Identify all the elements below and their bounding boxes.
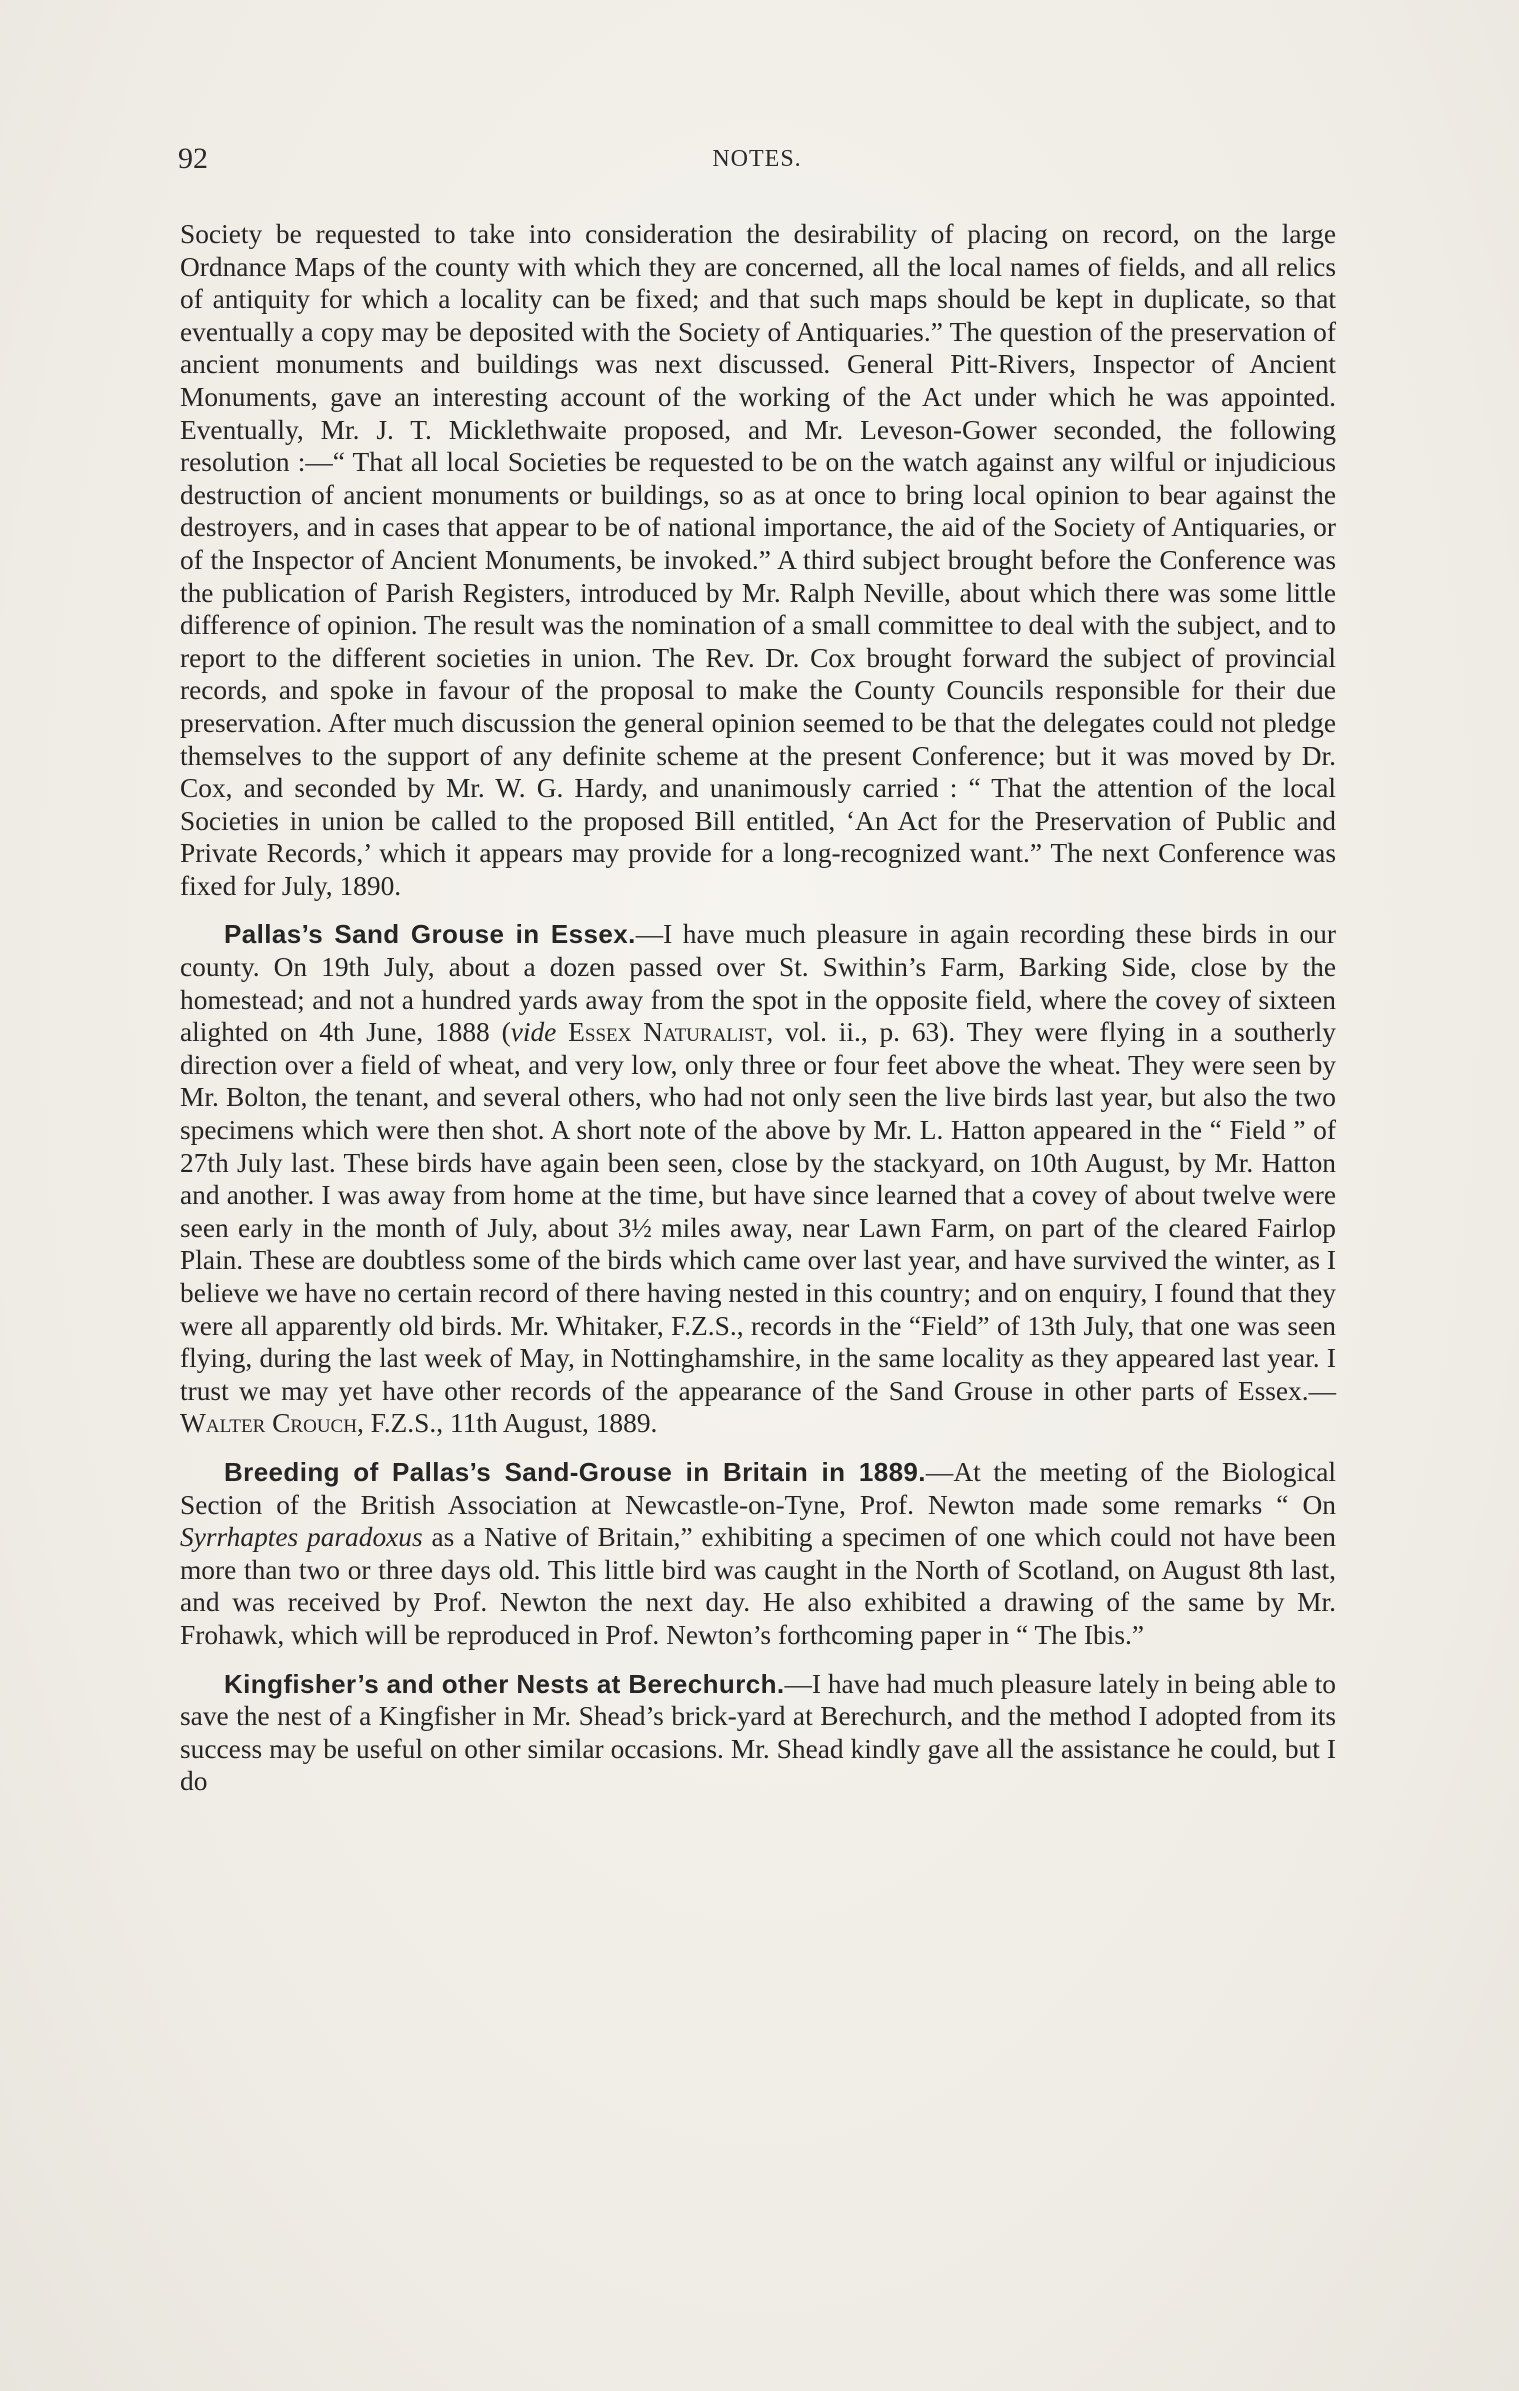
note-title: Pallas’s Sand Grouse in Essex. [224,919,636,950]
page-number: 92 [178,142,208,175]
note-text: —I have much pleasure in again recording these birds in our county. On 19th July, about a dozen passed over St. Swithin’s Farm, Barking Side, close by the homestead; and not a hundred yards away from the spot in the opposite field, where the covey of sixteen alighted on 4th June, 1888 ( [180,919,1336,1048]
note-text: —I have had much pleasure lately in being able to save the nest of a Kingfisher in Mr. Shead’s brick-yard at Berechurch, and the method I adopted from its success may be useful on other similar occasions. Mr. Shead kindly gave all the assistance he could, but I do [180,1668,1336,1797]
note-text: —At the meeting of the Biological Section of the British Association at Newcastle-on-Tyne, Prof. Newton made some remarks “ On [180,1456,1337,1520]
note-text: as a Native of Britain,” exhibiting a specimen of one which could not have been more than two or three days old. This little bird was caught in the North of Scotland, on August 8th last, and was received by Prof. Newton the next day. He also exhibited a drawing of the same by Mr. Frohawk, which will be reproduced in Prof. Newton’s forthcoming paper in “ The Ibis.” [180,1522,1336,1650]
note-text: , vol. ii., p. 63). They were flying in a southerly direction over a field of wheat, and very low, only three or four feet above the wheat. They were seen by Mr. Bolton, the tenant, and several others, who had not only seen the live birds last year, but also the two specimens which were then shot. A short note of the above by Mr. L. Hatton appeared in the “ Field ” of 27th July last. These birds have again been seen, close by the stackyard, on 10th August, by Mr. Hatton and another. I was away from home at the time, but have since learned that a covey of about twelve were seen early in the month of July, about 3½ miles away, near Lawn Farm, on part of the cleared Fairlop Plain. These are doubtless some of the birds which came over last year, and have survived the winter, as I believe we have no certain record of there having nested in this country; and on enquiry, I found that they were all apparently old birds. Mr. Whitaker, F.Z.S., records in the “Field” of 13th July, that one was seen flying, during the last week of May, in Nottinghamshire, in the same locality as they appeared last year. I trust we may yet have other records of the appearance of the Sand Grouse in other parts of Essex.— [180,1017,1336,1406]
page-header [178,142,1336,186]
note-sand-grouse-breeding [180,1456,1336,1652]
continued-paragraph: Society be requested to take into consideration the desirability of placing on record, on the large Ordnance Maps of the county with which they are concerned, all the local names of fields, and all relics of antiquity for which a locality can be fixed; and that such maps should be kept in duplicate, so that eventually a copy may be deposited with the Society of Antiquaries.” The question of the preservation of ancient monuments and buildings was next discussed. General Pitt-Rivers, Inspector of Ancient Monuments, gave an interesting account of the working of the Act under which he was appointed. Eventually, Mr. J. T. Micklethwaite proposed, and Mr. Leveson-Gower seconded, the following resolution :—“ That all local Societies be requested to be on the watch against any wilful or injudicious destruction of ancient monuments or buildings, so as at once to bring local opinion to bear against the destroyers, and in cases that appear to be of national importance, the aid of the Society of Antiquaries, or of the Inspector of Ancient Monuments, be invoked.” A third subject brought before the Conference was the publication of Parish Registers, introduced by Mr. Ralph Neville, about which there was some little difference of opinion. The result was the nomination of a small committee to deal with the subject, and to report to the different societies in union. The Rev. Dr. Cox brought forward the subject of provincial records, and spoke in favour of the proposal to make the County Councils responsible for their due preservation. After much discussion the general opinion seemed to be that the delegates could not pledge themselves to the support of any definite scheme at the present Conference; but it was moved by Dr. Cox, and seconded by Mr. W. G. Hardy, and unanimously carried : “ That the attention of the local Societies in union be called to the proposed Bill entitled, ‘An Act for the Preservation of Public and Private Records,’ which it appears may provide for a long-recognized want.” The next Conference was fixed for July, 1890. [180,219,1336,901]
note-author: Walter Crouch [180,1408,357,1439]
note-text-italic: vide [510,1017,557,1048]
note-text-italic: Syrrhaptes paradoxus [180,1522,423,1553]
note-text-smallcaps: Essex Naturalist [556,1017,767,1048]
note-text: , F.Z.S., 11th August, 1889. [356,1408,658,1439]
note-title: Breeding of Pallas’s Sand-Grouse in Britain in 1889. [224,1456,926,1487]
note-sand-grouse-essex [180,918,1336,1440]
running-title: NOTES. [712,146,802,172]
note-kingfisher-nests [180,1668,1336,1798]
text-body [180,218,1336,1798]
note-title: Kingfisher’s and other Nests at Berechurch. [224,1668,785,1699]
